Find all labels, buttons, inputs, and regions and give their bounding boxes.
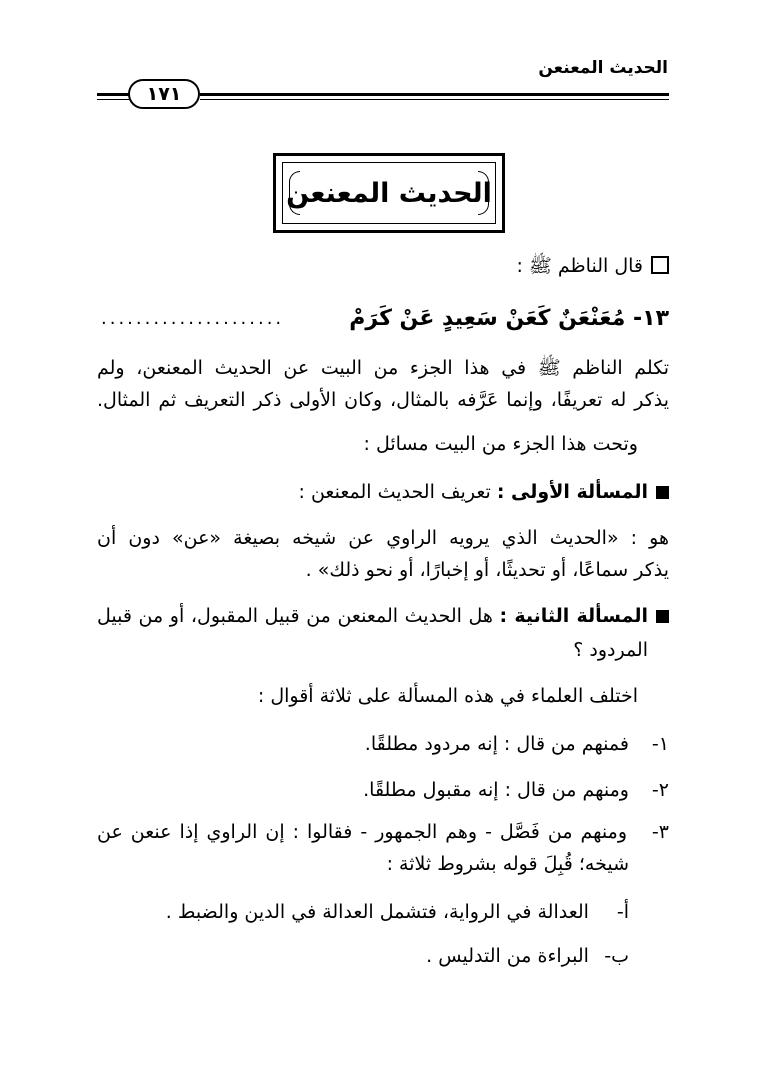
list-number: ١- <box>651 733 669 755</box>
verse-dots: ..................... <box>101 308 285 329</box>
list-item <box>363 776 669 804</box>
list-item-cont: شيخه؛ قُبِلَ قوله بشروط ثلاثة : <box>386 853 629 875</box>
question-text-cont: المردود ؟ <box>573 639 648 661</box>
definition-line: هو : «الحديث الذي يرويه الراوي عن شيخه بصيغة «عن» دون أن <box>97 527 669 549</box>
sublist-item <box>166 898 629 926</box>
list-number: ٢- <box>651 779 669 801</box>
intro-text: قال الناظم ﷺ : <box>516 255 643 277</box>
chapter-title: الحديث المعنعن <box>282 162 496 224</box>
paragraph-line: تكلم الناظم ﷺ في هذا الجزء من البيت عن الحديث المعنعن، ولم <box>97 357 669 379</box>
list-text: فمنهم من قال : إنه مردود مطلقًا. <box>364 733 629 755</box>
list-item <box>365 730 669 758</box>
square-outline-icon <box>651 256 669 274</box>
paragraph-line: وتحت هذا الجزء من البيت مسائل : <box>363 433 638 455</box>
running-head: الحديث المعنعن <box>538 58 668 78</box>
sublist-letter: ب- <box>604 945 629 967</box>
paragraph-line: اختلف العلماء في هذه المسألة على ثلاثة أقوال : <box>257 685 638 707</box>
sublist-text: العدالة في الرواية، فتشمل العدالة في الدين والضبط . <box>165 901 589 923</box>
header-rule <box>200 93 669 96</box>
square-filled-icon <box>656 486 669 499</box>
sublist-item <box>426 942 629 970</box>
paragraph-line: يذكر له تعريفًا، وإنما عَرَّفه بالمثال، وكان الأولى ذكر التعريف ثم المثال. <box>97 389 669 411</box>
question-text: هل الحديث المعنعن من قبيل المقبول، أو من قبيل <box>97 605 493 627</box>
chapter-title-frame <box>273 153 505 233</box>
square-filled-icon <box>656 610 669 623</box>
sublist-letter: أ- <box>616 901 629 923</box>
header-rule-thin <box>200 99 669 100</box>
page-number: ١٧١ <box>128 79 200 109</box>
question-label: المسألة الأولى : <box>496 481 648 503</box>
question-label: المسألة الثانية : <box>499 605 648 627</box>
list-text: ومنهم من قال : إنه مقبول مطلقًا. <box>363 779 629 801</box>
list-text: ومنهم من فَصَّل - وهم الجمهور - فقالوا : إن الراوي إذا عنعن عن <box>97 821 627 843</box>
verse-line: ١٣- مُعَنْعَنٌ كَعَنْ سَعِيدٍ عَنْ كَرَمْ <box>349 306 669 331</box>
sublist-text: البراءة من التدليس . <box>426 945 589 967</box>
question-two <box>97 602 669 630</box>
header-rule-left <box>97 93 129 96</box>
question-text: تعريف الحديث المعنعن : <box>298 481 491 503</box>
header-rule-left-thin <box>97 99 129 100</box>
intro-line <box>516 252 669 280</box>
list-item <box>97 818 669 846</box>
question-one <box>299 478 669 506</box>
definition-line: يذكر سماعًا، أو تحديثًا، أو إخبارًا، أو نحو ذلك» . <box>305 559 669 581</box>
list-number: ٣- <box>651 821 669 843</box>
